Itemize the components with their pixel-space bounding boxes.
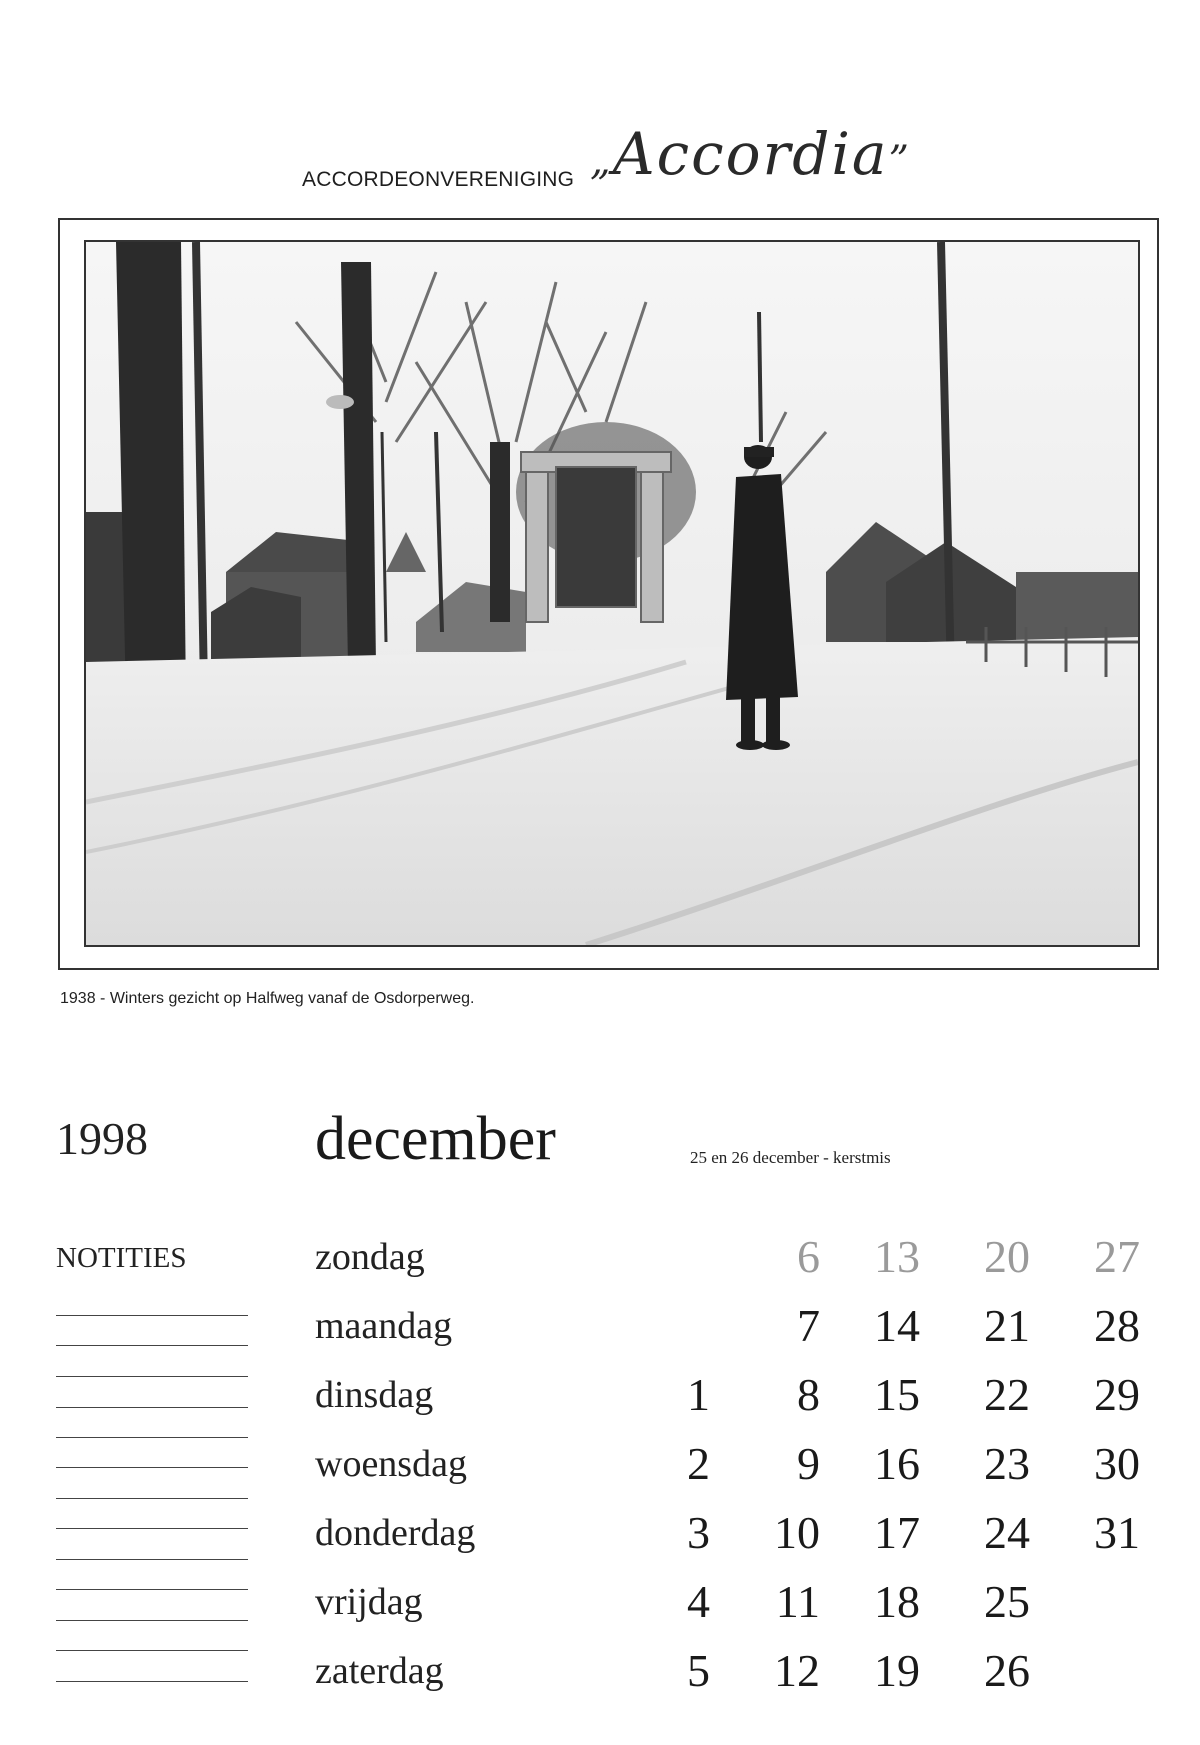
day-name-dinsdag: dinsdag (315, 1374, 434, 1416)
calendar-date: 6 (797, 1231, 820, 1282)
calendar-date: 24 (984, 1507, 1030, 1558)
notes-line (56, 1407, 248, 1408)
calendar-year: 1998 (56, 1113, 148, 1164)
calendar-date: 12 (774, 1645, 820, 1696)
calendar-date: 2 (687, 1438, 710, 1489)
day-name-vrijdag: vrijdag (315, 1581, 423, 1623)
drawbridge (521, 452, 671, 622)
notes-line (56, 1315, 248, 1316)
calendar-date: 18 (874, 1576, 920, 1627)
calendar-date: 3 (687, 1507, 710, 1558)
calendar-date: 21 (984, 1300, 1030, 1351)
notes-line (56, 1681, 248, 1682)
calendar-date: 17 (874, 1507, 920, 1558)
day-name-zondag: zondag (315, 1236, 425, 1278)
club-name-logo (590, 120, 911, 188)
notes-line (56, 1589, 248, 1590)
organization-name: ACCORDEONVERENIGING (302, 168, 575, 191)
calendar-date: 16 (874, 1438, 920, 1489)
calendar-date: 25 (984, 1576, 1030, 1627)
calendar-date: 8 (797, 1369, 820, 1420)
winter-photo (84, 240, 1140, 947)
calendar-date: 11 (775, 1576, 820, 1627)
calendar-date: 30 (1094, 1438, 1140, 1489)
notes-line (56, 1559, 248, 1560)
day-name-zaterdag: zaterdag (315, 1650, 444, 1692)
close-quote: ” (888, 138, 911, 184)
calendar-date: 28 (1094, 1300, 1140, 1351)
club-name-text: Accordia (612, 120, 889, 188)
calendar-date: 9 (797, 1438, 820, 1489)
calendar-month: december (315, 1105, 556, 1173)
page-header (0, 120, 1200, 200)
calendar-date: 4 (687, 1576, 710, 1627)
street-lamp (326, 395, 354, 409)
calendar-date: 10 (774, 1507, 820, 1558)
calendar-date: 27 (1094, 1231, 1140, 1282)
calendar-date: 14 (874, 1300, 920, 1351)
calendar-date: 7 (797, 1300, 820, 1351)
calendar-date: 23 (984, 1438, 1030, 1489)
calendar-date: 29 (1094, 1369, 1140, 1420)
notes-line (56, 1467, 248, 1468)
notes-line (56, 1650, 248, 1651)
notes-line (56, 1376, 248, 1377)
holiday-note: 25 en 26 december - kerstmis (690, 1148, 891, 1167)
calendar-date: 13 (874, 1231, 920, 1282)
notes-line (56, 1620, 248, 1621)
notes-line (56, 1528, 248, 1529)
calendar-date: 26 (984, 1645, 1030, 1696)
winter-scene-illustration (86, 242, 1138, 945)
notes-line (56, 1345, 248, 1346)
day-name-maandag: maandag (315, 1305, 453, 1347)
notes-line (56, 1498, 248, 1499)
calendar-date: 22 (984, 1369, 1030, 1420)
calendar-date: 19 (874, 1645, 920, 1696)
day-name-woensdag: woensdag (315, 1443, 467, 1485)
calendar-date: 5 (687, 1645, 710, 1696)
day-name-donderdag: donderdag (315, 1512, 476, 1554)
calendar-date: 31 (1094, 1507, 1140, 1558)
open-quote: „ (590, 138, 613, 184)
calendar-date: 20 (984, 1231, 1030, 1282)
notes-title: NOTITIES (56, 1242, 187, 1274)
calendar-date: 1 (687, 1369, 710, 1420)
notes-line (56, 1437, 248, 1438)
calendar-date: 15 (874, 1369, 920, 1420)
photo-caption: 1938 - Winters gezicht op Halfweg vanaf de Osdorperweg. (60, 990, 475, 1007)
